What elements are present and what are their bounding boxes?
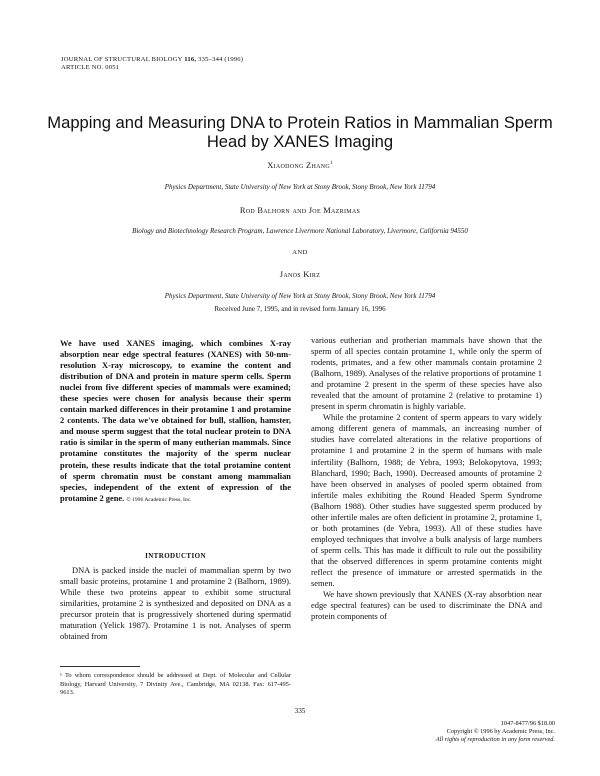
- affiliation-2: Biology and Biotechnology Research Program, Lawrence Livermore National Laboratory, Livermore, California 94550: [132, 227, 468, 235]
- journal-name: JOURNAL OF STRUCTURAL BIOLOGY: [61, 56, 183, 63]
- abstract: [60, 338, 291, 506]
- author-1-name: Xiaodong Zhang: [267, 161, 330, 170]
- abstract-copyright: © 1996 Academic Press, Inc.: [126, 496, 192, 503]
- affiliation-3: Physics Department, State University of New York at Stony Brook, Stony Brook, New York 11794: [164, 292, 436, 300]
- footnote: ¹ To whom correspondence should be addressed at Dept. of Molecular and Cellular Biology, Harvard University, 7 Divinity Ave., Cambridge, MA 02138. Fax: 617-495-9613.: [60, 672, 291, 697]
- right-column: [311, 335, 542, 622]
- author-4: Janos Kirz: [279, 270, 321, 279]
- right-paragraph-2: While the protamine 2 content of sperm appears to vary widely among different genera of mammals, an increasing number of studies have correlated alterations in the relative proportions of protamine 1 and protamine 2 in the sperm of humans with male infertility (Balhorn, 1988; de Yebra, 1993; Belokopytova, 1993; Blanchard, 1990; Bach, 1990). Decreased amounts of protamine 2 have been observed in analyses of pooled sperm obtained from infertile males exhibiting the Round Headed Sperm Syndrome (Balhorn 1988). Other studies have suggested sperm produced by other infertile males are often deficient in protamine 2, protamine 1, or both protamines (de Yebra, 1993). All of these studies have employed techniques that involve a bulk analysis of large numbers of sperm cells. This has made it difficult to rule out the possibility that the observed differences in sperm protamine contents might reflect the presence of immature or arrested spermatids in the semen.: [311, 412, 542, 589]
- journal-pages-year: 335–344 (1996): [198, 56, 244, 63]
- rights-reserved: All rights of reproduction in any form reserved.: [435, 736, 555, 743]
- introduction-heading: INTRODUCTION: [145, 552, 206, 560]
- title-line-1: Mapping and Measuring DNA to Protein Ratios in Mammalian Sperm: [47, 113, 553, 132]
- paper-title: [40, 113, 560, 151]
- publisher-copyright: Copyright © 1996 by Academic Press, Inc.: [446, 728, 555, 735]
- received-dates: Received June 7, 1995, and in revised form January 16, 1996: [214, 305, 386, 313]
- introduction-paragraph: DNA is packed inside the nuclei of mammalian sperm by two small basic proteins, protamine 1 and protamine 2 (Balhorn, 1989). While these two proteins appear to exhibit some structural similarities, protamine 2 is synthesized and deposited on DNA as a precursor protein that is progressively shortened during spermatid maturation (Yelick 1987). Protamine 1 is not. Analyses of sperm obtained from: [60, 565, 291, 642]
- introduction-body: [60, 565, 291, 642]
- footnote-rule: [60, 666, 140, 667]
- and-separator: AND: [292, 249, 308, 256]
- title-line-2: Head by XANES Imaging: [206, 132, 394, 151]
- journal-volume: 116,: [184, 56, 197, 63]
- issn-price: 1047-8477/96 $18.00: [500, 720, 555, 727]
- journal-header: [61, 56, 243, 72]
- right-paragraph-3: We have shown previously that XANES (X-ray absorbtion near edge spectral features) can be used to discriminate the DNA and protein components of: [311, 589, 542, 622]
- affiliation-1: Physics Department, State University of New York at Stony Brook, Stony Brook, New York 11794: [164, 183, 436, 191]
- copyright-block: [436, 720, 555, 744]
- page-number: 335: [294, 707, 306, 715]
- right-paragraph-1: various eutherian and protherian mammals have shown that the sperm of all species contain protamine 1, while only the sperm of rodents, primates, and a few other mammals contain protamine 2 (Balhorn, 1989). Analyses of the relative proportions of protamine 1 and protamine 2 present in the sperm of these species have also revealed that the amount of protamine 2 (relative to protamine 1) present in sperm chromatin is highly variable.: [311, 335, 542, 412]
- author-1-footnote-mark: 1: [329, 161, 333, 167]
- article-number: ARTICLE NO. 0051: [61, 64, 120, 71]
- abstract-text: We have used XANES imaging, which combines X-ray absorption near edge spectral features (XANES) with 50-nm-resolution X-ray microscopy, to examine the content and distribution of DNA and protein in mature sperm cells. Sperm nuclei from five different species of mammals were examined; these species were chosen for analysis because their sperm contain marked differences in their protamine 1 and protamine 2 contents. The data we've obtained for bull, stallion, hamster, and mouse sperm suggest that the total nuclear protein to DNA ratio is similar in the sperm of many eutherian mammals. Since protamine constitutes the majority of the sperm nuclear protein, these results indicate that the total protamine content of sperm chromatin must be constant among mammalian species, independent of the extent of expression of the protamine 2 gene.: [60, 338, 291, 503]
- authors-2-3: Rod Balhorn and Joe Mazrimas: [239, 206, 361, 215]
- author-1: [0, 161, 600, 170]
